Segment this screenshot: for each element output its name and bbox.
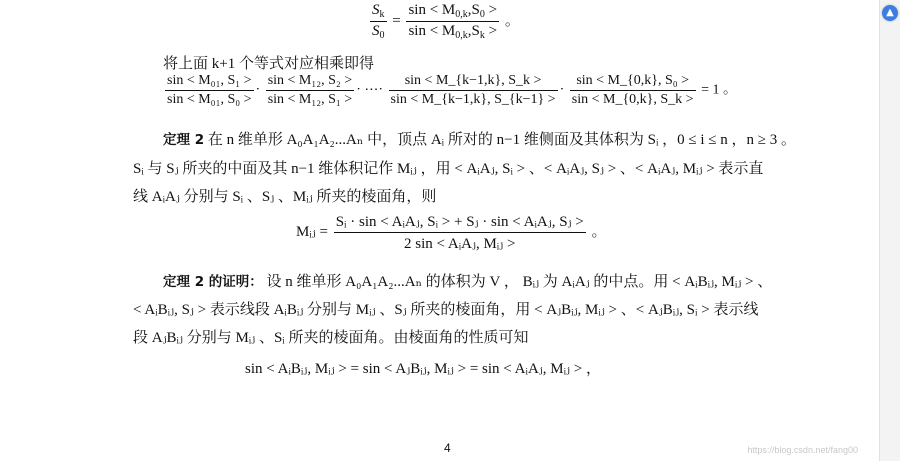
equation-2: $\frac{\text{sin < M₀₁, S₁ >}}{\text{sin < M₀₁, S₀ >}}$ · $\frac{\text{sin < M₁₂, S₂ >}}{\text{sin < M₁₂, S₁ >}}$ · ⋯· $\frac{\sin < M\_\{k-1,k\}, S\_k >}{\sin < M\_\{k-1,k\}, S\_\{k-1\} >}$ · $\frac{\text{sin < M\_\{0,k\}, S₀ >}}{\sin < M\_\{0,k\}, S\_k >}$ = 1 。 bbox=[167, 73, 737, 107]
equation-2-factor-2: $\frac{\text{sin < M₁₂, S₂ >}}{\text{sin < M₁₂, S₁ >}}$ bbox=[267, 73, 353, 107]
equation-2-factor-1: $\frac{\text{sin < M₀₁, S₁ >}}{\text{sin < M₀₁, S₀ >}}$ bbox=[167, 73, 252, 107]
proof-line-3: 段 AⱼBᵢⱼ 分别与 Mᵢⱼ 、Sᵢ 所夹的棱面角。由棱面角的性质可知 bbox=[133, 330, 529, 346]
theorem-line-2: Sᵢ 与 Sⱼ 所夹的中面及其 n−1 维体积记作 Mᵢⱼ ，用 < AᵢAⱼ, Sᵢ > 、< AᵢAⱼ, Sⱼ > 、< AᵢAⱼ, Mᵢⱼ > 表示直 bbox=[133, 161, 764, 177]
page-number: 4 bbox=[444, 441, 451, 455]
watermark: https://blog.csdn.net/fang00 bbox=[747, 445, 858, 455]
proof-line-2: < AᵢBᵢⱼ, Sⱼ > 表示线段 AᵢBᵢⱼ 分别与 Mᵢⱼ 、Sⱼ 所夹的棱面角，用 < AⱼBᵢⱼ, Mᵢⱼ > 、< AⱼBᵢⱼ, Sᵢ > 表示线 bbox=[133, 302, 759, 318]
equation-1: $\frac{S_k}{S_0}$ = $\frac{\sin < M_{0,k},S_0 >}{\sin < M_{0,k},S_k >}$ 。 bbox=[372, 2, 520, 41]
theorem-line-1: 定理 2 在 n 维单形 A₀A₁A₂...Aₙ 中，顶点 Aᵢ 所对的 n−1 维侧面及其体积为 Sᵢ ，0 ≤ i ≤ n ，n ≥ 3 。 bbox=[163, 132, 797, 148]
equation-2-factor-4: $\frac{\text{sin < M\_\{0,k\}, S₀ >}}{\sin < M\_\{0,k\}, S\_k >}$ bbox=[571, 73, 694, 107]
vertical-scrollbar[interactable] bbox=[879, 0, 900, 461]
proof-label: 定理 2 的证明： bbox=[163, 274, 263, 290]
equation-3: Mᵢⱼ = $\frac{\text{Sᵢ · sin < AᵢAⱼ, Sᵢ > + Sⱼ · sin < AᵢAⱼ, Sⱼ >}}{\text{2 sin < AᵢAⱼ, Mᵢⱼ >}}$ 。 bbox=[296, 214, 607, 252]
equation-2-factor-3: $\frac{\sin < M\_\{k-1,k\}, S\_k >}{\sin < M\_\{k-1,k\}, S\_\{k-1\} >}$ bbox=[390, 73, 556, 107]
theorem-label: 定理 2 bbox=[163, 132, 205, 148]
arrow-up-icon[interactable]: ▲ bbox=[882, 5, 898, 21]
text-multiply-line: 将上面 k+1 个等式对应相乘即得 bbox=[163, 56, 374, 72]
theorem-line-3: 线 AᵢAⱼ 分别与 Sᵢ 、Sⱼ 、Mᵢⱼ 所夹的棱面角，则 bbox=[133, 189, 437, 205]
equation-3-fraction: $\frac{\text{Sᵢ · sin < AᵢAⱼ, Sᵢ > + Sⱼ · sin < AᵢAⱼ, Sⱼ >}}{\text{2 sin < AᵢAⱼ, Mᵢⱼ >}}$ bbox=[335, 214, 584, 252]
equation-4: sin < AᵢBᵢⱼ, Mᵢⱼ > = sin < AⱼBᵢⱼ, Mᵢⱼ > = sin < AᵢAⱼ, Mᵢⱼ > ， bbox=[245, 361, 601, 377]
equation-1-rhs: $\frac{\sin < M_{0,k},S_0 >}{\sin < M_{0,k},S_k >}$ bbox=[408, 2, 498, 41]
proof-line-1: 定理 2 的证明： 设 n 维单形 A₀A₁A₂...Aₙ 的体积为 V ， Bᵢⱼ 为 AᵢAⱼ 的中点。用 < AᵢBᵢⱼ, Mᵢⱼ > 、 bbox=[163, 274, 773, 290]
equation-1-lhs: $\frac{S_k}{S_0}$ bbox=[372, 2, 385, 41]
